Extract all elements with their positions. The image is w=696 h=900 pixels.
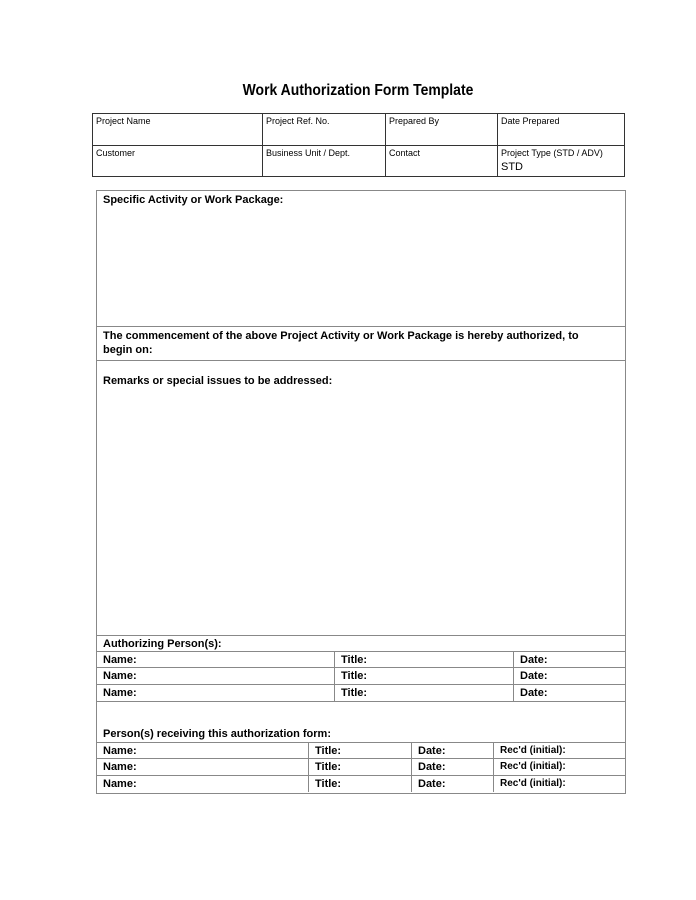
prepared-by-field[interactable] bbox=[386, 114, 498, 146]
page-title: Work Authorization Form Template bbox=[242, 82, 474, 99]
name-field[interactable]: Name: bbox=[103, 761, 137, 773]
date-field[interactable]: Date: bbox=[513, 668, 625, 684]
authorizing-label: Authorizing Person(s): bbox=[103, 638, 222, 650]
title-field[interactable]: Title: bbox=[308, 776, 411, 792]
field-label: Prepared By bbox=[389, 116, 440, 126]
activity-section[interactable] bbox=[97, 191, 625, 327]
receiving-header bbox=[97, 702, 625, 742]
name-field[interactable]: Name: bbox=[103, 687, 137, 699]
title-field[interactable]: Title: bbox=[308, 743, 411, 759]
remarks-label: Remarks or special issues to be addressed: bbox=[103, 375, 333, 387]
name-field[interactable]: Name: bbox=[103, 670, 137, 682]
field-label: Business Unit / Dept. bbox=[266, 148, 351, 158]
title-field[interactable]: Title: bbox=[334, 668, 513, 684]
receiving-row bbox=[97, 776, 625, 793]
field-value: STD bbox=[501, 161, 523, 173]
authorizing-row bbox=[97, 651, 625, 668]
receiving-label: Person(s) receiving this authorization form: bbox=[103, 728, 331, 740]
received-initial-field[interactable]: Rec'd (initial): bbox=[493, 759, 625, 775]
authorizing-header bbox=[97, 636, 625, 652]
date-field[interactable]: Date: bbox=[411, 743, 493, 759]
date-field[interactable]: Date: bbox=[513, 652, 625, 668]
name-field[interactable]: Name: bbox=[103, 778, 137, 790]
field-label: Project Type (STD / ADV) bbox=[501, 148, 603, 158]
authorizing-row bbox=[97, 685, 625, 702]
project-type-field[interactable] bbox=[498, 146, 624, 177]
date-field[interactable]: Date: bbox=[513, 685, 625, 701]
name-field[interactable]: Name: bbox=[103, 745, 137, 757]
business-unit-field[interactable] bbox=[263, 146, 386, 177]
name-field[interactable]: Name: bbox=[103, 654, 137, 666]
activity-label: Specific Activity or Work Package: bbox=[103, 194, 284, 206]
date-field[interactable]: Date: bbox=[411, 776, 493, 792]
date-prepared-field[interactable] bbox=[498, 114, 624, 146]
customer-field[interactable] bbox=[93, 146, 263, 177]
title-field[interactable]: Title: bbox=[334, 652, 513, 668]
title-field[interactable]: Title: bbox=[308, 759, 411, 775]
field-label: Contact bbox=[389, 148, 421, 158]
authorizing-row bbox=[97, 668, 625, 685]
field-label: Customer bbox=[96, 148, 136, 158]
contact-field[interactable] bbox=[386, 146, 498, 177]
receiving-row bbox=[97, 742, 625, 759]
authorization-table bbox=[96, 190, 626, 794]
title-field[interactable]: Title: bbox=[334, 685, 513, 701]
commencement-label: The commencement of the above Project Activity or Work Package is hereby authorized, to begin on: bbox=[103, 330, 579, 356]
project-ref-field[interactable] bbox=[263, 114, 386, 146]
received-initial-field[interactable]: Rec'd (initial): bbox=[493, 743, 625, 759]
remarks-section[interactable] bbox=[97, 361, 625, 636]
field-label: Date Prepared bbox=[501, 116, 560, 126]
received-initial-field[interactable]: Rec'd (initial): bbox=[493, 776, 625, 792]
project-info-table bbox=[92, 113, 625, 177]
field-label: Project Name bbox=[96, 116, 151, 126]
field-label: Project Ref. No. bbox=[266, 116, 330, 126]
date-field[interactable]: Date: bbox=[411, 759, 493, 775]
receiving-row bbox=[97, 759, 625, 776]
commencement-section[interactable] bbox=[97, 327, 625, 361]
project-name-field[interactable] bbox=[93, 114, 263, 146]
